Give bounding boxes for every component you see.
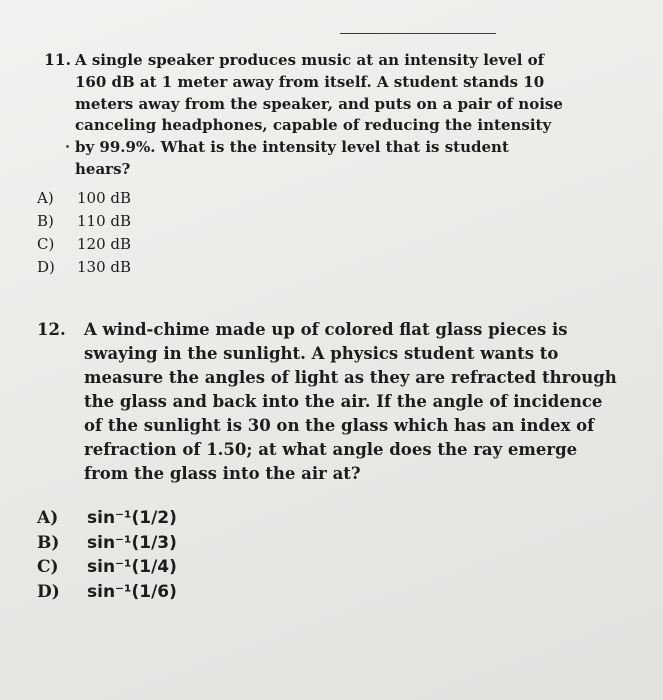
option-text: 110 dB: [77, 212, 132, 230]
question-line: 160 dB at 1 meter away from itself. A student stands 10: [75, 72, 545, 91]
question-line: A wind-chime made up of colored flat glass pieces is: [84, 320, 568, 339]
question-line: refraction of 1.50; at what angle does the ray emerge: [84, 440, 578, 459]
question-line: the glass and back into the air. If the angle of incidence: [84, 392, 603, 411]
question-line: from the glass into the air at?: [84, 464, 361, 483]
option-text: sin⁻¹(1/2): [87, 508, 177, 528]
option-text: 100 dB: [77, 189, 132, 207]
option-letter: A): [37, 189, 54, 207]
option-text: sin⁻¹(1/6): [87, 581, 177, 602]
question-number: 12.: [37, 320, 66, 339]
question-text: [75, 50, 563, 181]
stray-mark: [66, 145, 69, 148]
option-text: sin⁻¹(1/4): [87, 557, 177, 577]
option-letter: C): [37, 557, 59, 577]
question-line: by 99.9%. What is the intensity level that is student: [75, 138, 509, 157]
question-number: 11.: [44, 50, 71, 69]
question-text: [84, 318, 617, 486]
question-line: meters away from the speaker, and puts on a pair of noise: [75, 94, 563, 113]
option-letter: B): [37, 532, 60, 553]
option-text: 130 dB: [77, 258, 132, 276]
option-text: 120 dB: [77, 235, 132, 253]
option-text: sin⁻¹(1/3): [87, 532, 177, 553]
option-letter: D): [37, 258, 55, 276]
question-line: swaying in the sunlight. A physics student wants to: [84, 344, 559, 363]
option-letter: D): [37, 581, 60, 602]
question-line: canceling headphones, capable of reducing the intensity: [75, 116, 552, 135]
question-line: hears?: [75, 159, 131, 178]
option-letter: C): [37, 235, 55, 253]
top-answer-line: [340, 33, 496, 34]
option-letter: B): [37, 212, 54, 230]
question-line: measure the angles of light as they are refracted through: [84, 368, 617, 387]
option-letter: A): [37, 508, 59, 528]
question-line: A single speaker produces music at an intensity level of: [75, 51, 545, 69]
question-line: of the sunlight is 30 on the glass which has an index of: [84, 416, 595, 435]
